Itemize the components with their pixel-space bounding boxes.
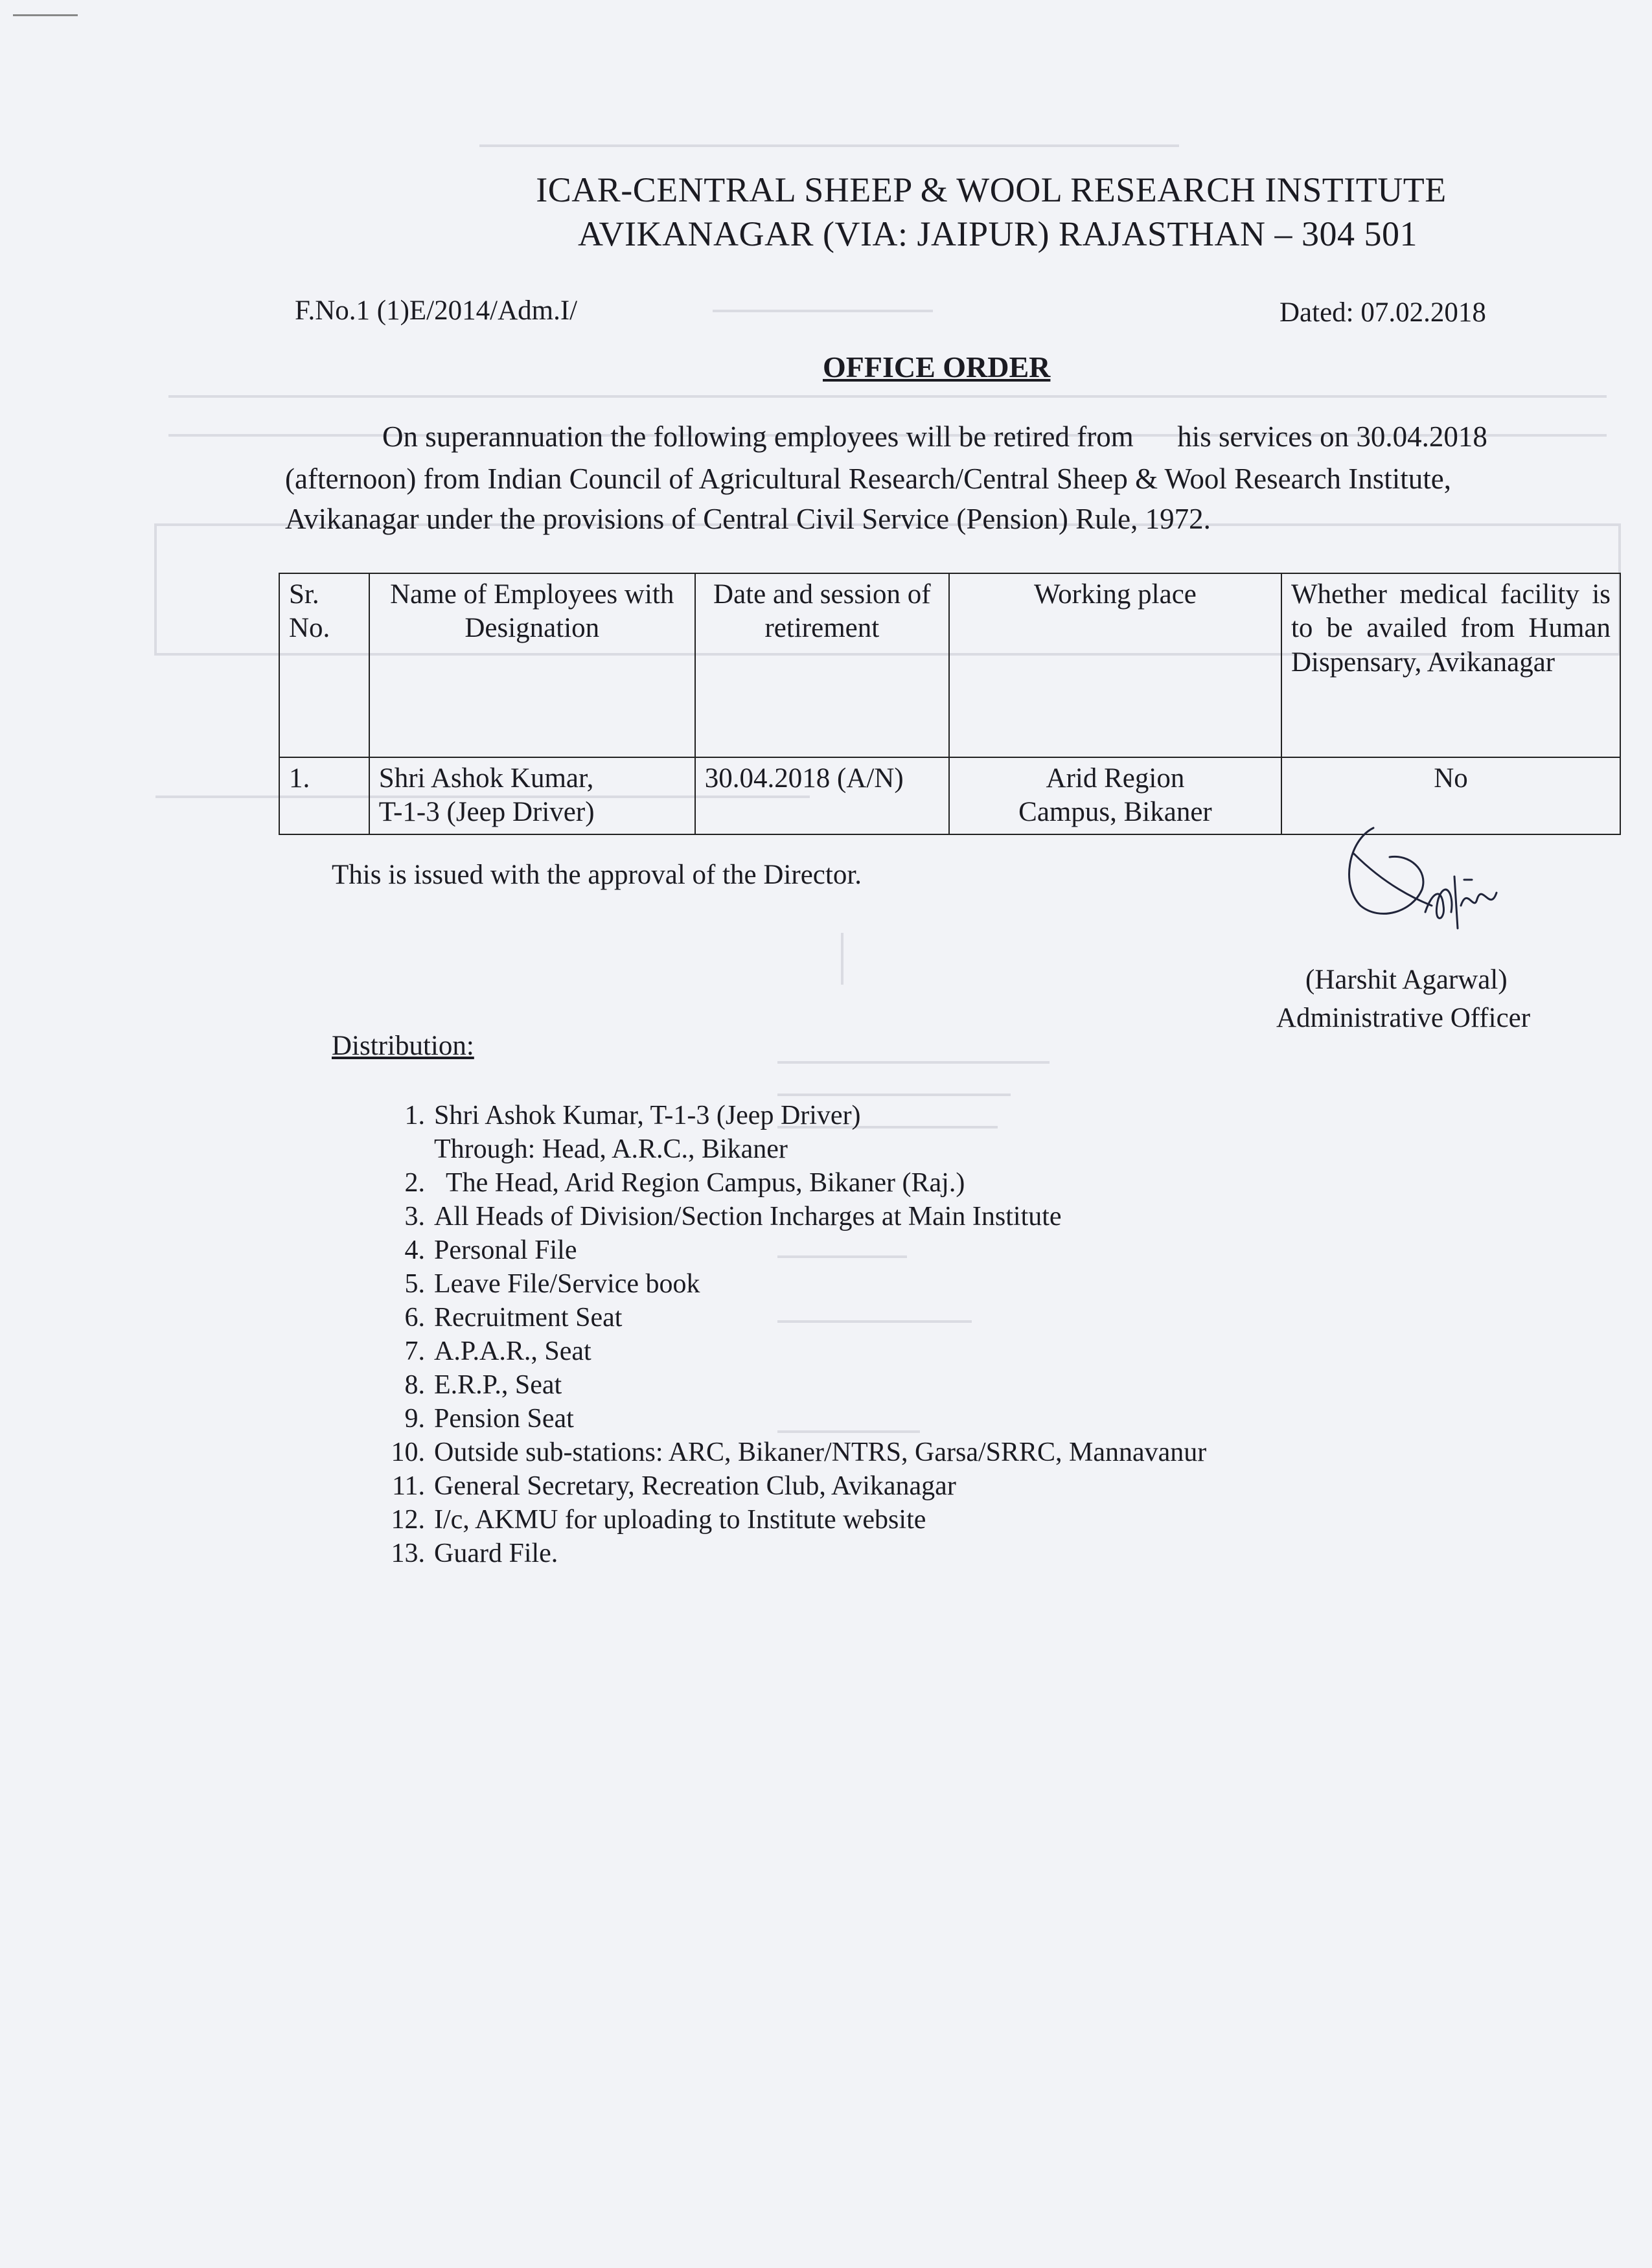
file-number: F.No.1 (1)E/2014/Adm.I/ — [295, 295, 578, 326]
list-item — [382, 1368, 1206, 1402]
list-item-number: 11. — [392, 1471, 425, 1501]
list-item-number: 2. — [404, 1168, 425, 1198]
list-item-subtext: Through: Head, A.R.C., Bikaner — [434, 1134, 788, 1164]
list-item — [382, 1537, 1206, 1570]
list-item-number: 10. — [391, 1438, 425, 1467]
list-item — [382, 1200, 1206, 1233]
signatory-designation: Administrative Officer — [1276, 1003, 1531, 1033]
list-item-number: 5. — [404, 1269, 425, 1299]
scan-edge-mark — [13, 14, 78, 16]
retirement-table — [279, 573, 1621, 835]
list-item-number: 13. — [391, 1539, 425, 1568]
body-line-3: Avikanagar under the provisions of Central Civil Service (Pension) Rule, 1972. — [285, 503, 1211, 535]
list-item — [382, 1166, 1206, 1200]
cell-working-place — [949, 757, 1281, 834]
approval-note: This is issued with the approval of the Director. — [332, 860, 862, 890]
list-item-number: 7. — [404, 1336, 425, 1366]
list-item-number: 1. — [404, 1101, 425, 1130]
working-place-line-1: Arid Region — [1046, 763, 1185, 794]
cell-employee-name — [369, 757, 695, 834]
employee-designation: T-1-3 (Jeep Driver) — [378, 797, 595, 828]
list-item — [382, 1099, 1206, 1166]
list-item-text: Shri Ashok Kumar, T-1-3 (Jeep Driver) — [434, 1101, 861, 1130]
header-working-place: Working place — [949, 573, 1281, 757]
table-header-row — [279, 573, 1620, 757]
list-item-text: Personal File — [434, 1235, 577, 1265]
list-item-text: E.R.P., Seat — [434, 1370, 562, 1400]
list-item-text: Outside sub-stations: ARC, Bikaner/NTRS, Garsa/SRRC, Mannavanur — [434, 1438, 1207, 1467]
cell-medical-facility: No — [1281, 757, 1620, 834]
cell-retirement-date: 30.04.2018 (A/N) — [695, 757, 949, 834]
issue-date: Dated: 07.02.2018 — [1279, 297, 1486, 328]
list-item — [382, 1402, 1206, 1436]
list-item-text: I/c, AKMU for uploading to Institute website — [434, 1505, 926, 1535]
list-item-text: General Secretary, Recreation Club, Avikanagar — [434, 1471, 956, 1501]
list-item — [382, 1503, 1206, 1537]
list-item — [382, 1436, 1206, 1469]
working-place-line-2: Campus, Bikaner — [1018, 797, 1212, 828]
institute-name: ICAR-CENTRAL SHEEP & WOOL RESEARCH INSTITUTE — [536, 170, 1447, 209]
body-line-2: (afternoon) from Indian Council of Agricultural Research/Central Sheep & Wool Research Institute, — [285, 463, 1452, 495]
distribution-list — [382, 1099, 1206, 1570]
list-item-number: 3. — [404, 1202, 425, 1231]
cell-sr-no: 1. — [279, 757, 369, 834]
header-retirement-date: Date and session of retirement — [695, 573, 949, 757]
list-item-text: Pension Seat — [434, 1404, 574, 1434]
list-item — [382, 1301, 1206, 1334]
list-item-number: 4. — [404, 1235, 425, 1265]
list-item-text: Guard File. — [434, 1539, 558, 1568]
list-item — [382, 1334, 1206, 1368]
header-sr-no: Sr. No. — [279, 573, 369, 757]
list-item-text: All Heads of Division/Section Incharges at Main Institute — [434, 1202, 1062, 1231]
list-item-text: The Head, Arid Region Campus, Bikaner (Raj.) — [446, 1168, 965, 1198]
signatory-name: (Harshit Agarwal) — [1305, 965, 1508, 995]
list-item-text: Leave File/Service book — [434, 1269, 700, 1299]
header-medical-facility: Whether medical facility is to be availed from Human Dispensary, Avikanagar — [1281, 573, 1620, 757]
list-item — [382, 1469, 1206, 1503]
handwritten-signature — [1335, 815, 1503, 945]
list-item-number: 12. — [391, 1505, 425, 1535]
list-item-number: 8. — [404, 1370, 425, 1400]
list-item — [382, 1233, 1206, 1267]
distribution-heading: Distribution: — [332, 1031, 474, 1061]
employee-name: Shri Ashok Kumar, — [378, 763, 594, 794]
order-title: OFFICE ORDER — [823, 350, 1051, 384]
list-item-number: 9. — [404, 1404, 425, 1434]
institute-address: AVIKANAGAR (VIA: JAIPUR) RAJASTHAN – 304 501 — [577, 214, 1418, 253]
list-item-number: 6. — [404, 1303, 425, 1333]
list-item-text: A.P.A.R., Seat — [434, 1336, 591, 1366]
header-employee-name: Name of Employees with Designation — [369, 573, 695, 757]
list-item — [382, 1267, 1206, 1301]
list-item-text: Recruitment Seat — [434, 1303, 623, 1333]
body-line-1: On superannuation the following employees will be retired from his services on 30.04.2018 — [382, 420, 1487, 453]
